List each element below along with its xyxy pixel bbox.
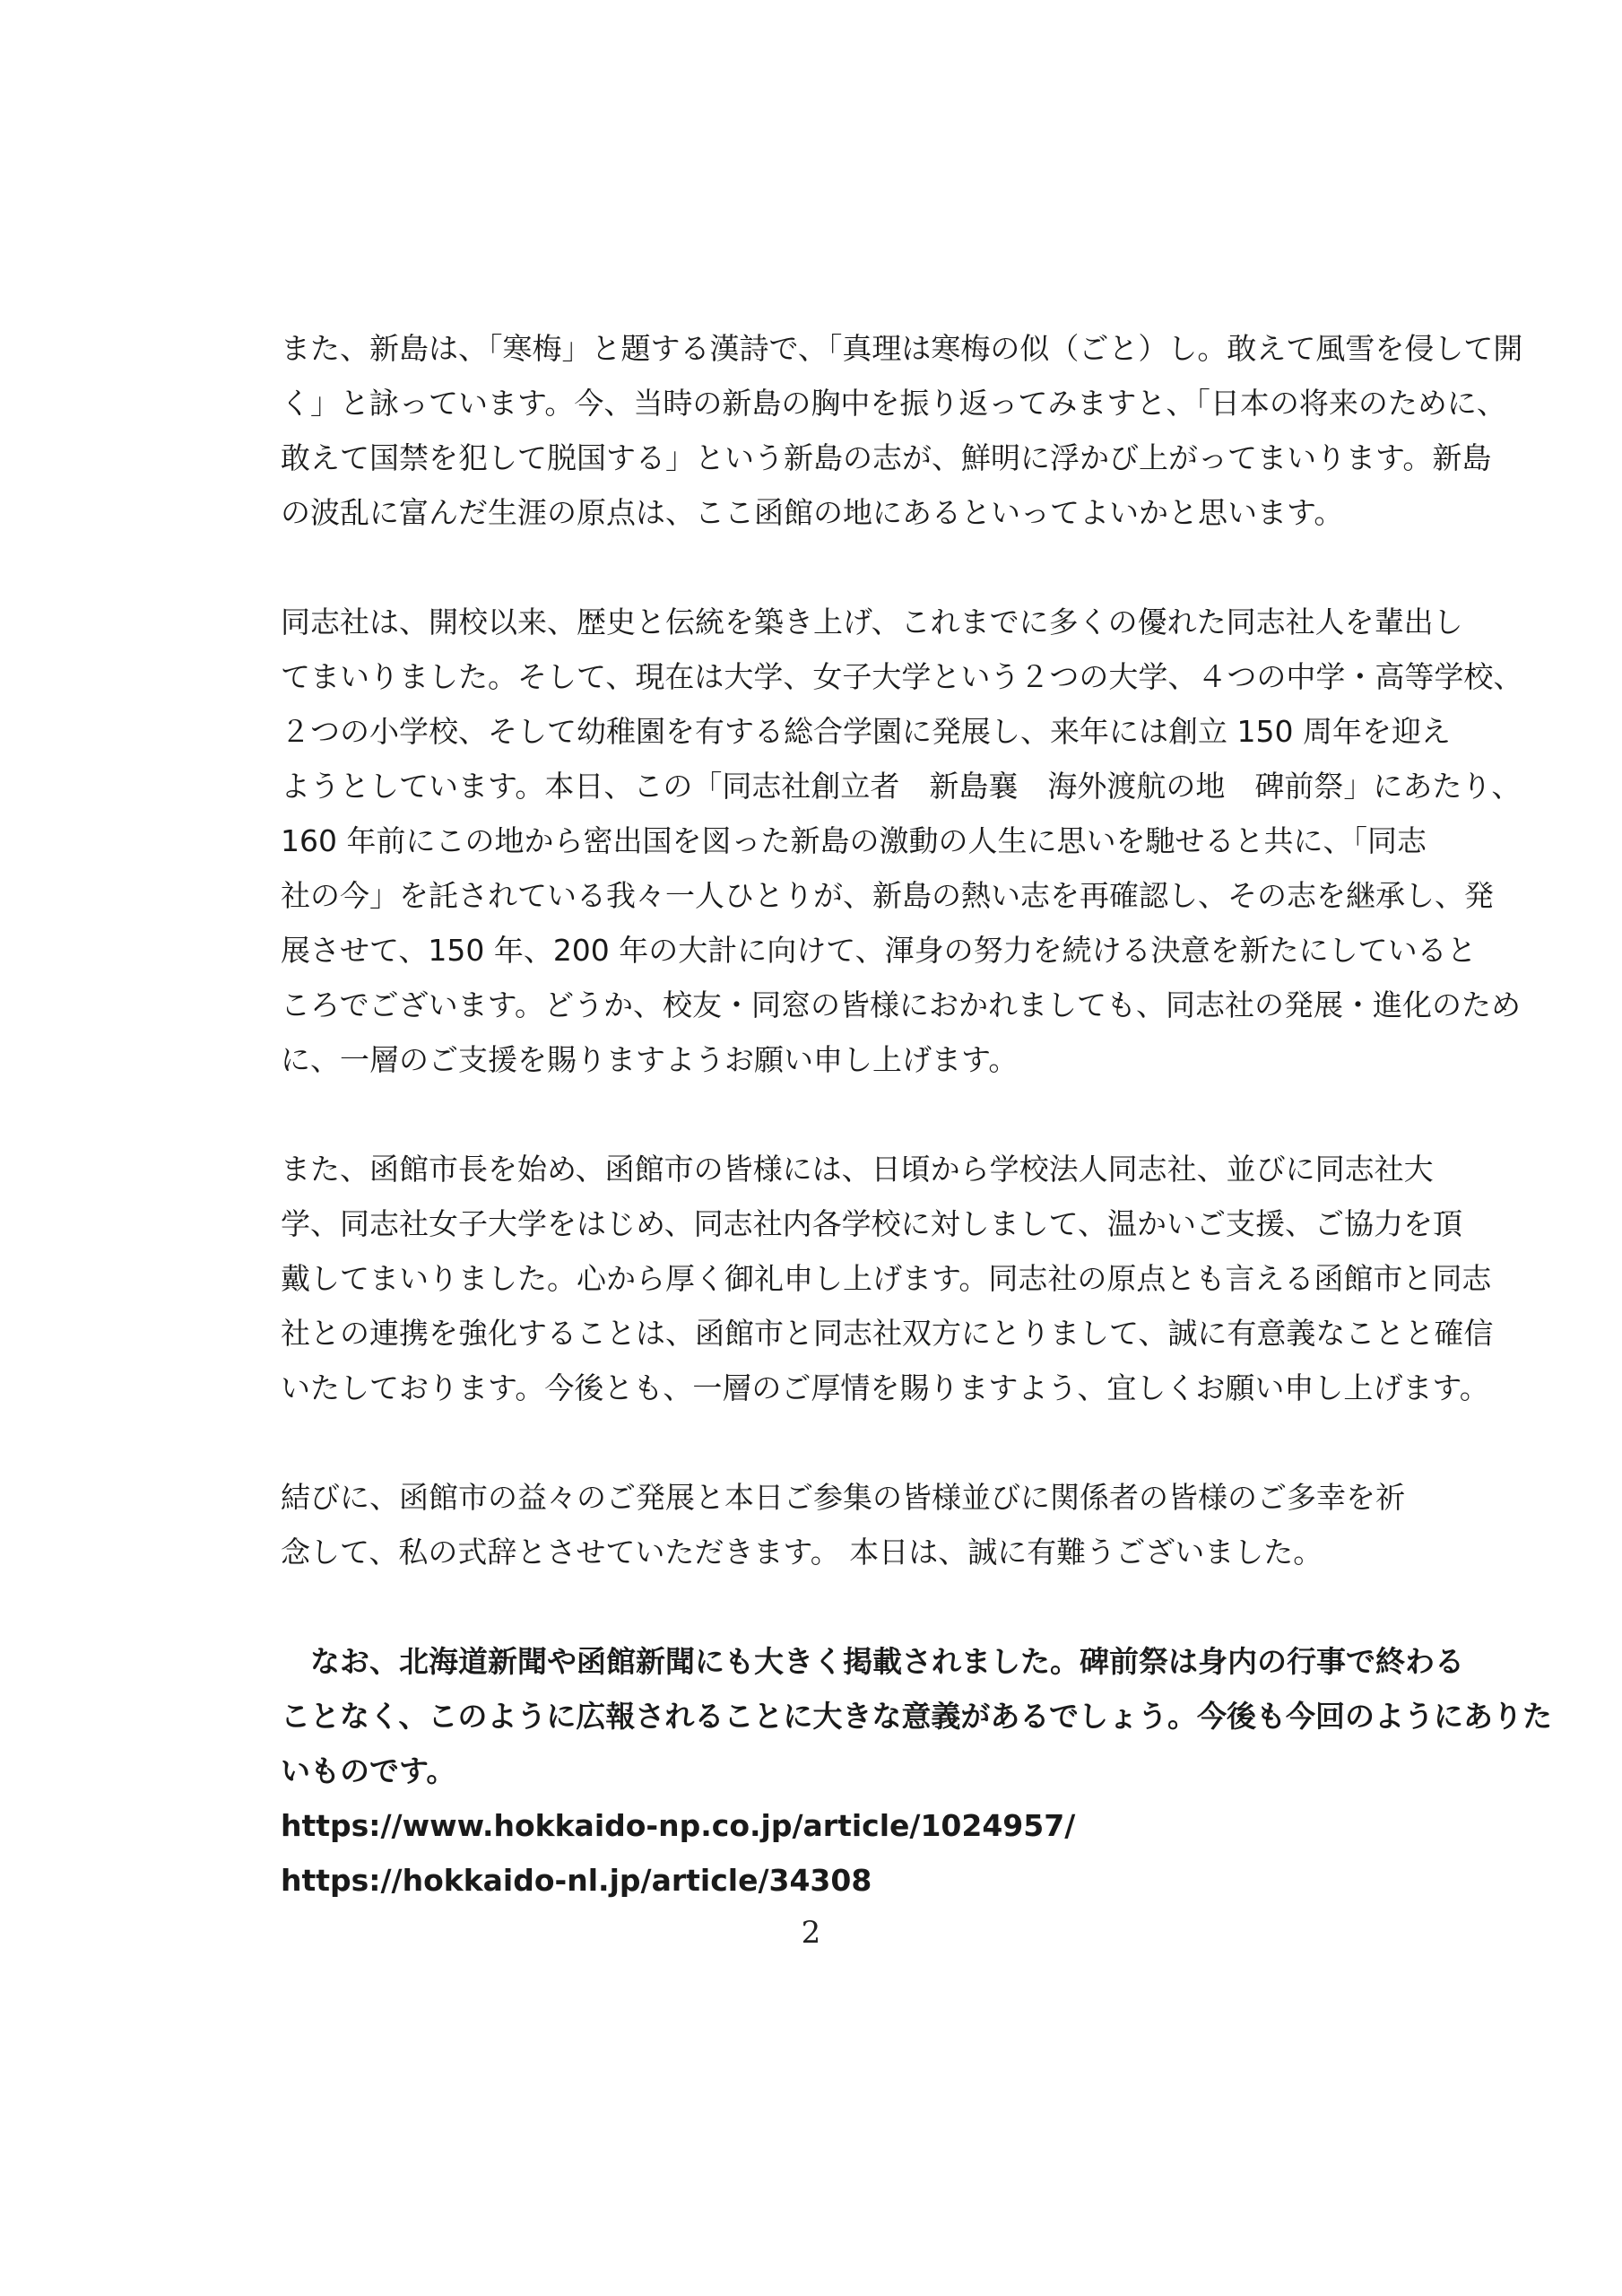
page-number: 2: [801, 1915, 821, 1951]
text-line: 結びに、函館市の益々のご発展と本日ご参集の皆様並びに関係者の皆様のご多幸を祈: [281, 1480, 1405, 1515]
paragraph-doshisha-history: [281, 595, 1523, 1087]
paragraph-newspaper-note: [281, 1634, 1553, 1908]
article-link-hokkaido-nl[interactable]: https://hokkaido-nl.jp/article/34308: [281, 1863, 872, 1898]
text-line: いたしております。今後とも、一層のご厚情を賜りますよう、宜しくお願い申し上げます。: [281, 1370, 1489, 1405]
text-line: 戴してまいりました。心から厚く御礼申し上げます。同志社の原点とも言える函館市と同志: [281, 1261, 1492, 1296]
text-line: 同志社は、開校以来、歴史と伝統を築き上げ、これまでに多くの優れた同志社人を輩出し: [281, 604, 1463, 639]
text-line: いものです。: [281, 1753, 456, 1788]
text-line: ようとしています。本日、この「同志社創立者 新島襄 海外渡航の地 碑前祭」にあたり、: [281, 769, 1522, 804]
paragraph-kanbai-poem: [281, 321, 1523, 540]
text-line: ころでございます。どうか、校友・同窓の皆様におかれましても、同志社の発展・進化のため: [281, 987, 1522, 1022]
text-line: また、新島は、「寒梅」と題する漢詩で、「真理は寒梅の似（ごと）し。敢えて風雪を侵して開: [281, 331, 1523, 366]
text-line: 学、同志社女子大学をはじめ、同志社内各学校に対しまして、温かいご支援、ご協力を頂: [281, 1206, 1463, 1241]
paragraph-hakodate-thanks: [281, 1142, 1494, 1415]
text-line: また、函館市長を始め、函館市の皆様には、日頃から学校法人同志社、並びに同志社大: [281, 1152, 1434, 1187]
text-line: ことなく、このように広報されることに大きな意義があるでしょう。今後も今回のようにありた: [281, 1699, 1553, 1734]
text-line: の波乱に富んだ生涯の原点は、ここ函館の地にあるといってよいかと思います。: [281, 495, 1344, 530]
text-line: く」と詠っています。今、当時の新島の胸中を振り返ってみますと、「日本の将来のために、: [281, 386, 1506, 421]
text-line: 社の今」を託されている我々一人ひとりが、新島の熱い志を再確認し、その志を継承し、発: [281, 878, 1494, 913]
text-line: 念して、私の式辞とさせていただきます。 本日は、誠に有難うございました。: [281, 1535, 1323, 1570]
text-line: 社との連携を強化することは、函館市と同志社双方にとりまして、誠に有意義なことと確信: [281, 1316, 1494, 1351]
text-line: なお、北海道新聞や函館新聞にも大きく掲載されました。碑前祭は身内の行事で終わる: [281, 1644, 1464, 1679]
article-link-hokkaido-np[interactable]: https://www.hokkaido-np.co.jp/article/1024957/: [281, 1808, 1076, 1843]
text-line: 展させて、150 年、200 年の大計に向けて、渾身の努力を続ける決意を新たにしていると: [281, 933, 1477, 968]
text-line: に、一層のご支援を賜りますようお願い申し上げます。: [281, 1042, 1019, 1077]
document-body: [281, 321, 1553, 1908]
text-line: ２つの小学校、そして幼稚園を有する総合学園に発展し、来年には創立 150 周年を迎え: [281, 714, 1451, 749]
text-line: 160 年前にこの地から密出国を図った新島の激動の人生に思いを馳せると共に、「同志: [281, 823, 1427, 858]
paragraph-closing: [281, 1470, 1405, 1579]
text-line: 敢えて国禁を犯して脱国する」という新島の志が、鮮明に浮かび上がってまいります。新島: [281, 440, 1492, 475]
text-line: てまいりました。そして、現在は大学、女子大学という２つの大学、４つの中学・高等学校、: [281, 659, 1523, 694]
